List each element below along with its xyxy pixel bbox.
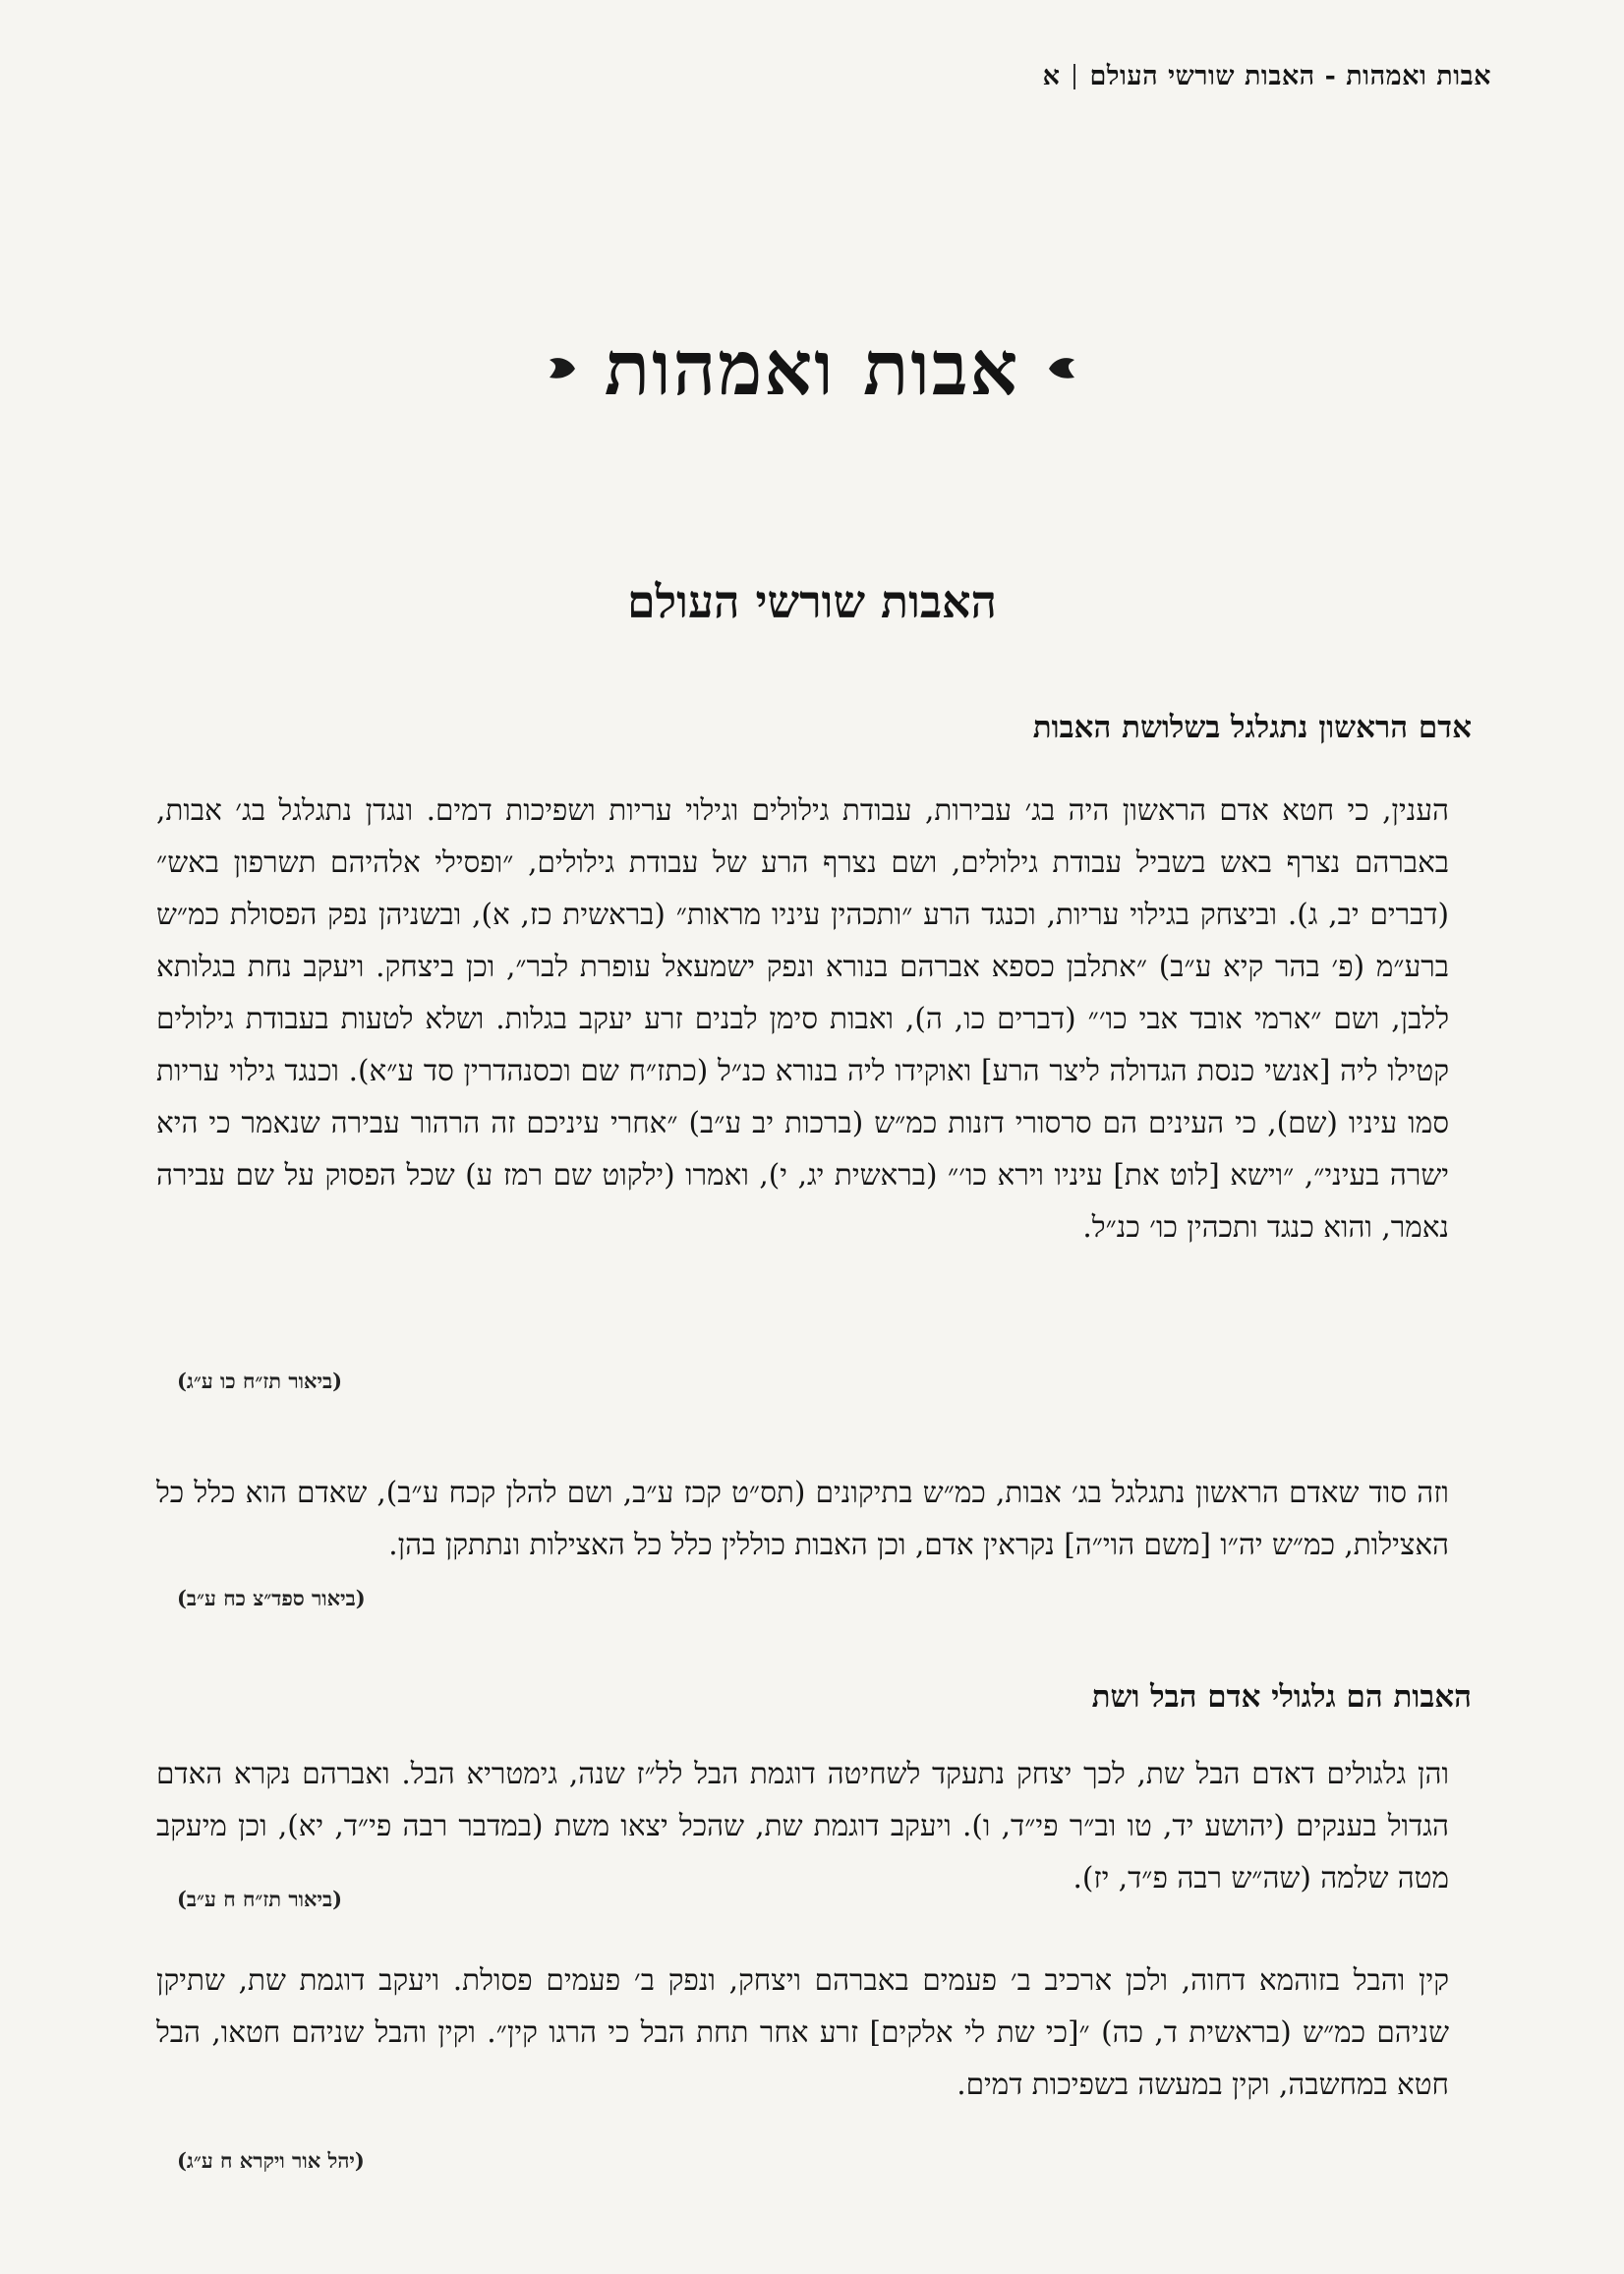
section-heading: האבות הם גלגולי אדם הבל ושת xyxy=(1091,1679,1472,1715)
section-heading: אדם הראשון נתגלגל בשלושת האבות xyxy=(1032,710,1472,745)
paragraph: והן גלגולים דאדם הבל שת, לכך יצחק נתעקד לשחיטה דוגמת הבל לל״ז שנה, גימטריא הבל. ואברהם נקרא האדם הגדול בענקים (יהושע יד, טו וב״ר פי״ד, ו). ויעקב דוגמת שת, שהכל יצאו משת (במדבר רבה פי״ד, יא), וכן מיעקב מטה שלמה (שה״ש רבה פ״ד, יז). xyxy=(156,1757,1449,1895)
chapter-title: אבות ואמהות xyxy=(604,324,1020,412)
source-citation: (יהל אור ויקרא ח ע״ג) xyxy=(177,2148,365,2173)
leaf-ornament-icon xyxy=(546,352,579,385)
source-citation: (ביאור תז״ח כו ע״ג) xyxy=(177,1369,343,1393)
running-header xyxy=(1043,61,1491,91)
paragraph: קין והבל בזוהמא דחוה, ולכן ארכיב ב׳ פעמים באברהם ויצחק, ונפק ב׳ פעמים פסולת. ויעקב דוגמת שת, שתיקן שניהם כמ״ש (בראשית ד, כה) ״[כי שת לי אלקים] זרע אחר תחת הבל כי הרגו קין״. וקין והבל שניהם חטאו, הבל חטא במחשבה, וקין במעשה בשפיכות דמים. xyxy=(156,1963,1449,2101)
paragraph: הענין, כי חטא אדם הראשון היה בג׳ עבירות, עבודת גילולים וגילוי עריות ושפיכות דמים. ונגדן נתגלגל בג׳ אבות, באברהם נצרף באש בשביל עבודת גילולים, ושם נצרף הרע של עבודת גילולים, ״ופסילי אלהיהם תשרפון באש״ (דברים יב, ג). וביצחק בגילוי עריות, וכנגד הרע ״ותכהין עיניו מראות״ (בראשית כז, א), ובשניהן נפק הפסולת כמ״ש ברע״מ (פ׳ בהר קיא ע״ב) ״אתלבן כספא אברהם בנורא ונפק ישמעאל עופרת לבר״, וכן ביצחק. ויעקב נחת בגלותא ללבן, ושם ״ארמי אובד אבי כו׳״ (דברים כו, ה), ואבות סימן לבנים זרע יעקב בגלות. ושלא לטעות בעבודת גילולים קטילו ליה [אנשי כנסת הגדולה ליצר הרע] ואוקידו ליה בנורא כנ״ל (כתז״ח שם וכסנהדרין סד ע״א). וכנגד גילוי עריות סמו עיניו (שם), כי העינים הם סרסורי דזנות כמ״ש (ברכות יב ע״ב) ״אחרי עיניכם זה הרהור עבירה שנאמר כי היא ישרה בעיני״, ״וישא [לוט את] עיניו וירא כו׳״ (בראשית יג, י), ואמרו (ילקוט שם רמז ע) שכל הפסוק על שם עבירה נאמר, והוא כנגד ותכהין כו׳ כנ״ל. xyxy=(156,793,1449,1244)
running-title: אבות ואמהות - האבות שורשי העולם xyxy=(1089,61,1491,91)
leaf-ornament-icon xyxy=(1045,352,1078,385)
page-letter: א xyxy=(1042,61,1061,91)
source-citation: (ביאור ספד״צ כח ע״ב) xyxy=(177,1586,366,1610)
chapter-title-block xyxy=(0,324,1624,413)
chapter-subtitle: האבות שורשי העולם xyxy=(626,575,998,628)
header-divider xyxy=(1073,64,1075,89)
source-citation: (ביאור תז״ח ח ע״ב) xyxy=(177,1887,343,1911)
paragraph: וזה סוד שאדם הראשון נתגלגל בג׳ אבות, כמ״ש בתיקונים (תס״ט קכז ע״ב, ושם להלן קכח ע״ב), שאדם הוא כלל כל האצילות, כמ״ש יה״ו [משם הוי״ה] נקראין אדם, וכן האבות כוללין כלל כל האצילות ונתתקן בהן. xyxy=(156,1476,1449,1561)
